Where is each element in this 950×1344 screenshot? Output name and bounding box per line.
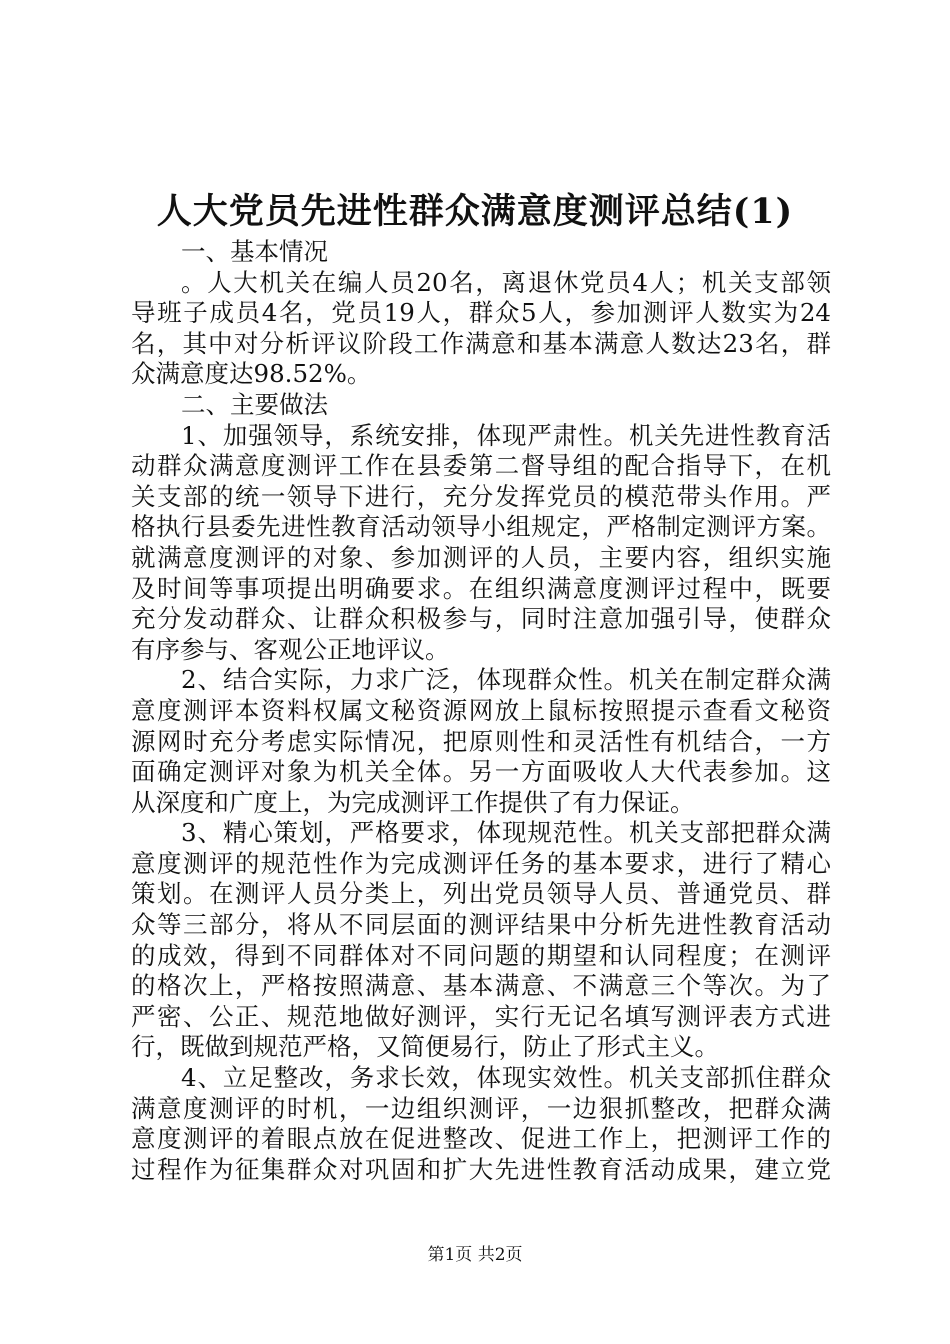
body-line: 从深度和广度上，为完成测评工作提供了有力保证。 [131, 787, 695, 817]
body-line: 策划。在测评人员分类上，列出党员领导人员、普通党员、群 [131, 879, 831, 909]
page-footer: 第1页 共2页 [427, 1245, 523, 1265]
body-line: 1、加强领导，系统安排，体现严肃性。机关先进性教育活 [181, 420, 831, 450]
body-line: 满意度测评的时机，一边组织测评，一边狠抓整改，把群众满 [131, 1093, 831, 1123]
body-line: 行，既做到规范严格，又简便易行，防止了形式主义。 [131, 1032, 719, 1062]
body-line: 动群众满意度测评工作在县委第二督导组的配合指导下，在机 [131, 451, 831, 481]
body-line: 众满意度达98.52%。 [131, 359, 372, 389]
body-line: 3、精心策划，严格要求，体现规范性。机关支部把群众满 [181, 818, 831, 848]
body-line: 的格次上，严格按照满意、基本满意、不满意三个等次。为了 [131, 971, 831, 1001]
body-line: 意度测评的规范性作为完成测评任务的基本要求，进行了精心 [131, 848, 831, 878]
body-line: 。人大机关在编人员20名，离退休党员4人；机关支部领 [181, 267, 831, 297]
body-line: 众等三部分，将从不同层面的测评结果中分析先进性教育活动 [131, 910, 831, 940]
document-title: 人大党员先进性群众满意度测评总结(1) [156, 191, 794, 232]
body-line: 意度测评本资料权属文秘资源网放上鼠标按照提示查看文秘资 [131, 695, 831, 725]
body-line: 导班子成员4名，党员19人，群众5人，参加测评人数实为24 [131, 298, 831, 328]
body-line: 过程作为征集群众对巩固和扩大先进性教育活动成果，建立党 [131, 1154, 831, 1184]
body-line: 名，其中对分析评议阶段工作满意和基本满意人数达23名，群 [131, 328, 831, 358]
body-line: 二、主要做法 [181, 389, 328, 419]
body-line: 4、立足整改，务求长效，体现实效性。机关支部抓住群众 [181, 1063, 831, 1093]
body-line: 2、结合实际，力求广泛，体现群众性。机关在制定群众满 [181, 665, 831, 695]
body-line: 严密、公正、规范地做好测评，实行无记名填写测评表方式进 [131, 1001, 831, 1031]
body-line: 充分发动群众、让群众积极参与，同时注意加强引导，使群众 [131, 604, 831, 634]
body-line: 关支部的统一领导下进行，充分发挥党员的模范带头作用。严 [131, 481, 831, 511]
body-line: 格执行县委先进性教育活动领导小组规定，严格制定测评方案。 [131, 512, 831, 542]
document-body [131, 237, 831, 1185]
body-line: 及时间等事项提出明确要求。在组织满意度测评过程中，既要 [131, 573, 831, 603]
body-line: 就满意度测评的对象、参加测评的人员，主要内容，组织实施 [131, 542, 831, 572]
body-line: 源网时充分考虑实际情况，把原则性和灵活性有机结合，一方 [131, 726, 831, 756]
body-line: 的成效，得到不同群体对不同问题的期望和认同程度；在测评 [131, 940, 831, 970]
body-line: 意度测评的着眼点放在促进整改、促进工作上，把测评工作的 [131, 1124, 831, 1154]
body-line: 有序参与、客观公正地评议。 [131, 634, 450, 664]
body-line: 一、基本情况 [181, 237, 328, 266]
body-line: 面确定测评对象为机关全体。另一方面吸收人大代表参加。这 [131, 757, 831, 787]
